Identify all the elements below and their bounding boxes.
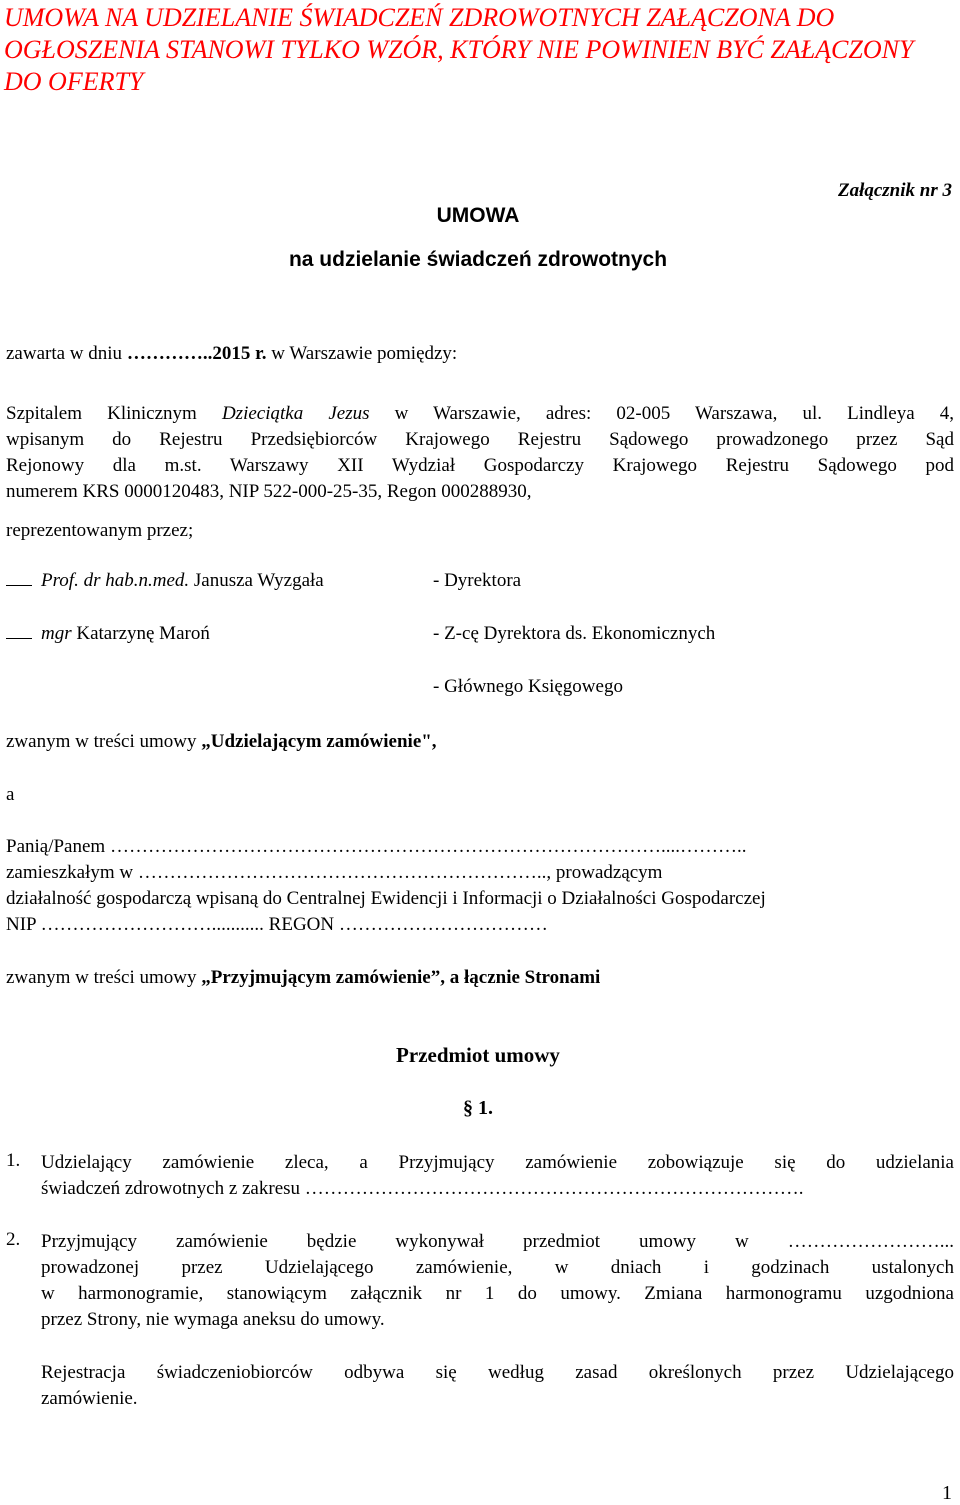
representative-extra-role: - Głównego Księgowego	[433, 676, 623, 697]
clause-2-line-3: w harmonogramie, stanowiącym załącznik nr 1 do umowy. Zmiana harmonogramu uzgodniona	[41, 1283, 954, 1304]
representative-2-name: mgr Katarzynę Maroń	[41, 623, 210, 644]
warning-title: UMOWA NA UDZIELANIE ŚWIADCZEŃ ZDROWOTNYCH ZAŁĄCZONA DO OGŁOSZENIA STANOWI TYLKO WZÓR, KTÓRY NIE POWINIEN BYĆ ZAŁĄCZONY DO OFERTY	[4, 3, 914, 96]
party2-line-1: Panią/Panem ……………………………………………………………………………....………..	[6, 836, 747, 857]
representative-2-role: - Z-cę Dyrektora ds. Ekonomicznych	[433, 623, 716, 644]
list-dash	[6, 638, 32, 639]
registration-note-line-1: Rejestracja świadczeniobiorców odbywa się według zasad określonych przez Udzielającego	[41, 1362, 954, 1383]
clause-1-line-1: Udzielający zamówienie zleca, a Przyjmujący zamówienie zobowiązuje się do udzielania	[41, 1152, 954, 1173]
party1-line-2: wpisanym do Rejestru Przedsiębiorców Krajowego Rejestru Sądowego prowadzonego przez Sąd	[6, 429, 954, 450]
party1-line-4: numerem KRS 0000120483, NIP 522-000-25-35, Regon 000288930,	[6, 481, 532, 502]
clause-1-line-2: świadczeń zdrowotnych z zakresu …………………………………………………………………….	[41, 1178, 804, 1199]
party2-line-2: zamieszkałym w ……………………………………………………….., prowadzącym	[6, 862, 663, 883]
section-number: § 1.	[463, 1097, 493, 1119]
section-title: Przedmiot umowy	[396, 1043, 560, 1067]
registration-note-line-2: zamówienie.	[41, 1388, 138, 1409]
representative-1-role: - Dyrektora	[433, 570, 522, 591]
list-dash	[6, 585, 32, 586]
clause-1-number: 1.	[6, 1150, 21, 1171]
representative-1-name: Prof. dr hab.n.med. Janusza Wyzgała	[41, 570, 324, 591]
receiving-party-line: zwanym w treści umowy „Przyjmującym zamówienie”, a łącznie Stronami	[6, 967, 601, 988]
annex-label: Załącznik nr 3	[837, 180, 952, 201]
clause-2-line-2: prowadzonej przez Udzielającego zamówienie, w dniach i godzinach ustalonych	[41, 1257, 954, 1278]
contract-title: UMOWA	[436, 204, 520, 227]
contract-subtitle: na udzielanie świadczeń zdrowotnych	[288, 248, 668, 271]
conjunction: a	[6, 784, 15, 805]
clause-2-line-1: Przyjmujący zamówienie będzie wykonywał przedmiot umowy w ……………………...	[41, 1231, 954, 1252]
party2-line-3: działalność gospodarczą wpisaną do Centralnej Ewidencji i Informacji o Działalności Gospodarczej	[6, 888, 766, 909]
concluded-date: …………..2015 r.	[126, 343, 267, 364]
party1-line-1: Szpitalem Klinicznym Dzieciątka Jezus w Warszawie, adres: 02-005 Warszawa, ul. Lindleya 4,	[6, 403, 955, 424]
represented-by: reprezentowanym przez;	[6, 520, 194, 541]
page-number: 1	[942, 1482, 952, 1504]
clause-2-number: 2.	[6, 1229, 21, 1250]
party2-line-4: NIP ………………………........... REGON ……………………………	[6, 914, 548, 935]
ordering-party-line: zwanym w treści umowy „Udzielającym zamówienie",	[6, 731, 437, 752]
concluded-line: zawarta w dniu …………..2015 r. w Warszawie pomiędzy:	[6, 343, 458, 364]
party1-line-3: Rejonowy dla m.st. Warszawy XII Wydział Gospodarczy Krajowego Rejestru Sądowego pod	[6, 455, 954, 476]
clause-2-line-4: przez Strony, nie wymaga aneksu do umowy.	[41, 1309, 385, 1330]
